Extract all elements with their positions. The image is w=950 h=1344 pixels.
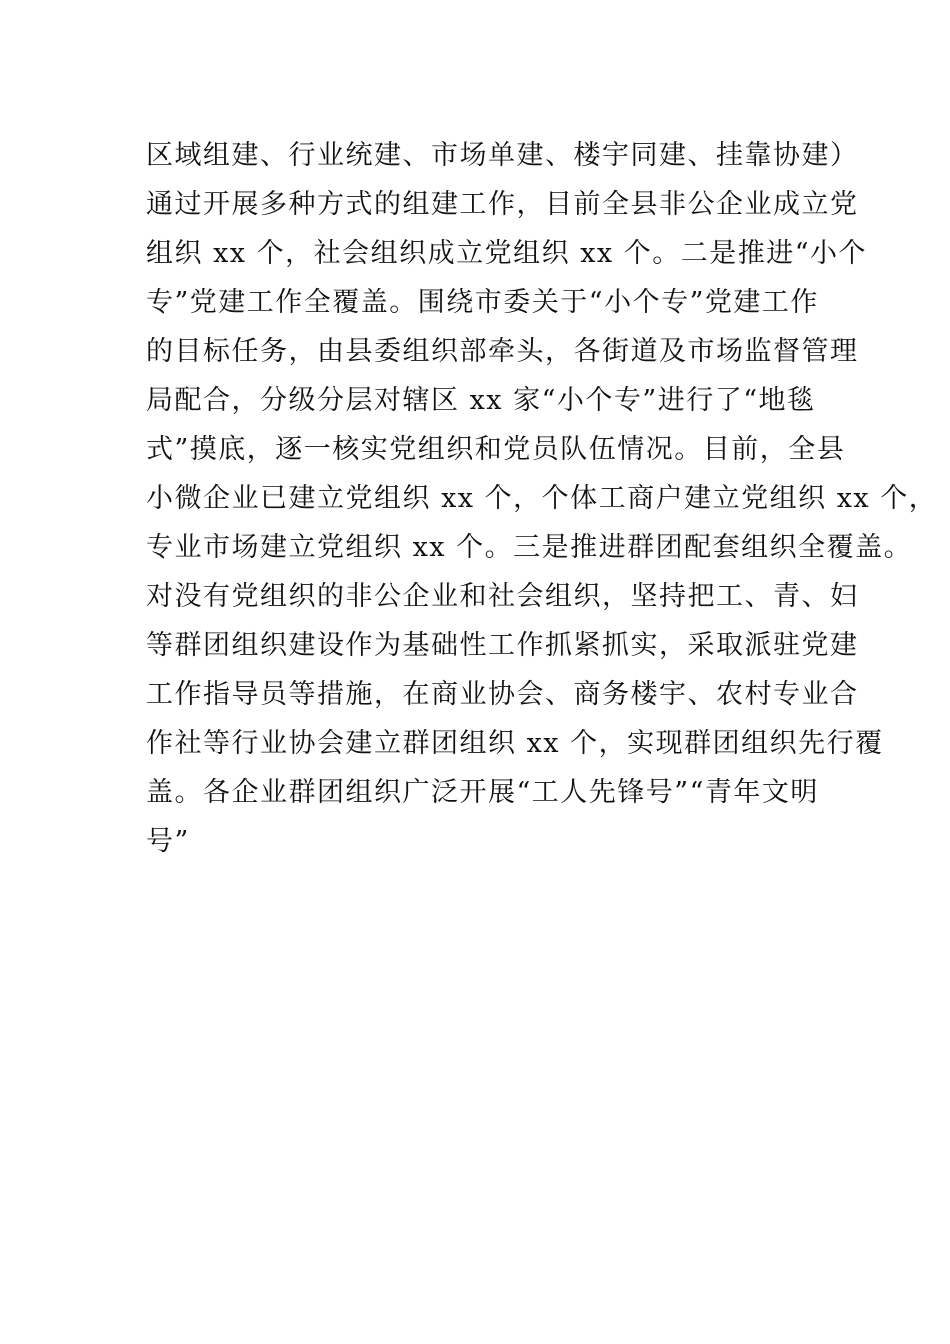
text-line: 式”摸底，逐一核实党组织和党员队伍情况。目前，全县 xyxy=(146,434,846,465)
text-line: 局配合，分级分层对辖区 xx 家“小个专”进行了“地毯 xyxy=(146,385,816,416)
text-line: 的目标任务，由县委组织部牵头，各街道及市场监督管理 xyxy=(146,336,859,367)
text-line: 工作指导员等措施，在商业协会、商务楼宇、农村专业合 xyxy=(146,679,859,710)
text-line: 区域组建、行业统建、市场单建、楼宇同建、挂靠协建） xyxy=(146,140,859,171)
text-line: 对没有党组织的非公企业和社会组织，坚持把工、青、妇 xyxy=(146,581,859,612)
text-line: 盖。各企业群团组织广泛开展“工人先锋号”“青年文明 xyxy=(146,777,819,808)
text-line: 通过开展多种方式的组建工作，目前全县非公企业成立党 xyxy=(146,189,859,220)
text-line: 专”党建工作全覆盖。围绕市委关于“小个专”党建工作 xyxy=(146,287,819,318)
text-line: 等群团组织建设作为基础性工作抓紧抓实，采取派驻党建 xyxy=(146,630,859,661)
text-line: 专业市场建立党组织 xx 个。三是推进群团配套组织全覆盖。 xyxy=(146,532,913,563)
text-line: 小微企业已建立党组织 xx 个，个体工商户建立党组织 xx 个， xyxy=(146,483,938,514)
text-line: 组织 xx 个，社会组织成立党组织 xx 个。二是推进“小个 xyxy=(146,238,868,269)
text-line: 号” xyxy=(146,826,190,857)
text-line: 作社等行业协会建立群团组织 xx 个，实现群团组织先行覆 xyxy=(146,728,884,759)
body-paragraph xyxy=(146,131,938,866)
